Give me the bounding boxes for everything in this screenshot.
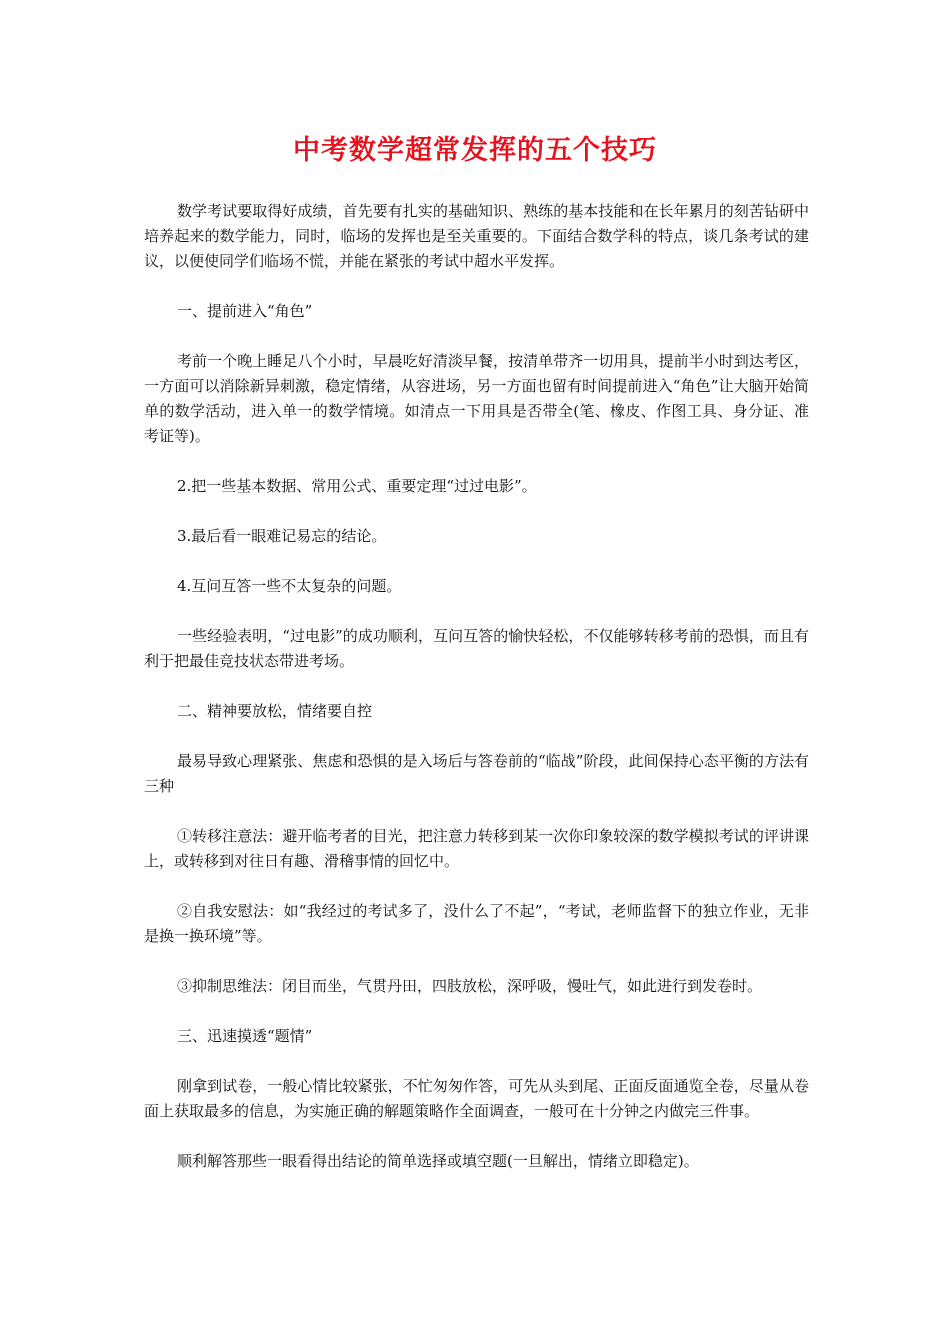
paragraph: 考前一个晚上睡足八个小时，早晨吃好清淡早餐，按清单带齐一切用具，提前半小时到达考区，一方面可以消除新异刺激，稳定情绪，从容进场，另一方面也留有时间提前进入“角色”让大脑开始简单的数学活动，进入单一的数学情境。如清点一下用具是否带全(笔、橡皮、作图工具、身分证、准考证等)。 — [144, 352, 809, 445]
section-heading-3: 三、迅速摸透“题情” — [177, 1027, 313, 1045]
document-title: 中考数学超常发挥的五个技巧 — [293, 135, 657, 166]
list-item: ①转移注意法：避开临考者的目光，把注意力转移到某一次你印象较深的数学模拟考试的评讲课上，或转移到对往日有趣、滑稽事情的回忆中。 — [144, 827, 809, 870]
paragraph: 最易导致心理紧张、焦虑和恐惧的是入场后与答卷前的“临战”阶段，此间保持心态平衡的方法有三种 — [144, 752, 809, 795]
list-item: 2.把一些基本数据、常用公式、重要定理“过过电影”。 — [177, 477, 537, 495]
list-item: 3.最后看一眼难记易忘的结论。 — [177, 527, 387, 545]
list-item: ②自我安慰法：如“我经过的考试多了，没什么了不起”，“考试，老师监督下的独立作业，无非是换一换环境”等。 — [144, 902, 809, 945]
document-body — [144, 199, 809, 1199]
section-heading-2: 二、精神要放松，情绪要自控 — [177, 702, 373, 720]
paragraph-intro: 数学考试要取得好成绩，首先要有扎实的基础知识、熟练的基本技能和在长年累月的刻苦钻研中培养起来的数学能力，同时，临场的发挥也是至关重要的。下面结合数学科的特点，谈几条考试的建议，以便使同学们临场不慌，并能在紧张的考试中超水平发挥。 — [144, 202, 809, 270]
paragraph: 一些经验表明，“过电影”的成功顺利，互问互答的愉快轻松，不仅能够转移考前的恐惧，而且有利于把最佳竞技状态带进考场。 — [144, 627, 809, 670]
list-item: 4.互问互答一些不太复杂的问题。 — [177, 577, 402, 595]
list-item: ③抑制思维法：闭目而坐，气贯丹田，四肢放松，深呼吸，慢吐气，如此进行到发卷时。 — [177, 977, 763, 995]
paragraph: 刚拿到试卷，一般心情比较紧张，不忙匆匆作答，可先从头到尾、正面反面通览全卷，尽量从卷面上获取最多的信息，为实施正确的解题策略作全面调查，一般可在十分钟之内做完三件事。 — [144, 1077, 809, 1120]
section-heading-1: 一、提前进入“角色” — [177, 302, 313, 320]
paragraph: 顺利解答那些一眼看得出结论的简单选择或填空题(一旦解出，情绪立即稳定)。 — [177, 1152, 699, 1170]
